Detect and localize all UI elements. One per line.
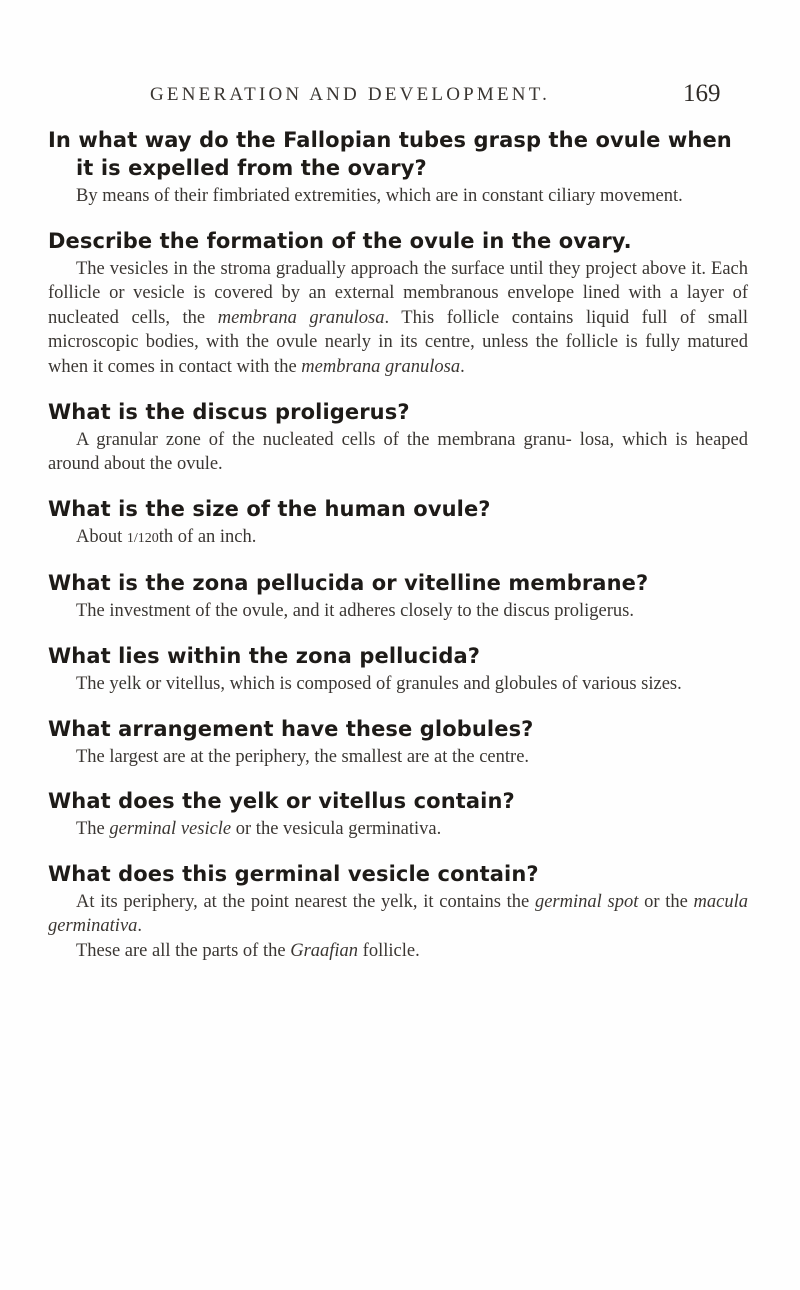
answer-text: The [76,819,110,840]
qa-item-ovule-size [48,495,748,552]
italic-term: membrana granulosa [217,307,385,328]
answer-text: The vesicles in the stroma gradually approach the surface until they project above it. Each follicle or vesicle is covered by an external membranous envelope lined with a layer of nucleated cells, the [48,258,748,328]
italic-term: Graafian [290,940,359,961]
qa-item-zona-pellucida [48,569,748,624]
answer-text: About [76,526,127,547]
answer: The largest are at the periphery, the smallest are at the centre. [76,746,530,767]
answer-text: th of an inch. [158,526,257,547]
running-title: GENERATION AND DEVELOPMENT. [150,84,551,105]
answer-continued [48,939,748,964]
question: What does this germinal vesicle contain? [48,861,539,886]
qa-item-fallopian [48,126,748,209]
qa-item-ovule-formation [48,227,748,380]
answer-text: or the [638,891,694,912]
qa-item-globules [48,715,748,770]
answer-text: follicle. [358,940,420,961]
answer: A granular zone of the nucleated cells of the membrana granu- losa, which is heaped around about the ovule. [48,429,748,475]
question: What is the size of the human ovule? [48,496,491,521]
italic-term: germinal spot [534,891,639,912]
page-body [48,126,748,964]
answer: By means of their fimbriated extremities, which are in constant ciliary movement. [76,186,683,206]
question: What does the yelk or vitellus contain? [48,789,515,814]
qa-item-within-zona [48,642,748,697]
qa-item-discus-proligerus [48,398,748,477]
answer [48,890,748,939]
answer-text: These are all the parts of the [76,940,291,961]
page-number: 169 [683,80,721,107]
answer [48,257,748,380]
question: In what way do the Fallopian tubes grasp the ovule when it is expelled from the ovary? [48,128,732,180]
answer [48,817,748,842]
question: What arrangement have these globules? [48,716,534,741]
answer [48,525,748,552]
fraction: 1/120 [126,530,159,546]
qa-item-germinal-vesicle [48,860,748,964]
italic-term: macula germinativa [48,891,749,937]
italic-term: membrana granulosa [301,356,461,377]
question: What lies within the zona pellucida? [48,643,481,668]
question: What is the discus proligerus? [48,399,410,424]
question: What is the zona pellucida or vitelline membrane? [48,571,649,596]
italic-term: germinal vesicle [109,819,232,840]
answer: The investment of the ovule, and it adheres closely to the discus proligerus. [76,601,634,622]
qa-item-yelk-contents [48,787,748,842]
answer: The yelk or vitellus, which is composed of granules and globules of various sizes. [76,673,682,694]
answer-text: . [460,356,465,377]
answer-text: . This follicle contains liquid full of small microscopic bodies, with the ovule nearly in its centre, unless the follicle is fully matured when it comes in contact with the [48,307,748,377]
answer-text: . [137,916,143,937]
answer-text: or the vesicula germinativa. [231,819,442,840]
question: Describe the formation of the ovule in the ovary. [48,228,632,253]
answer-text: At its periphery, at the point nearest the yelk, it contains the [76,891,535,912]
